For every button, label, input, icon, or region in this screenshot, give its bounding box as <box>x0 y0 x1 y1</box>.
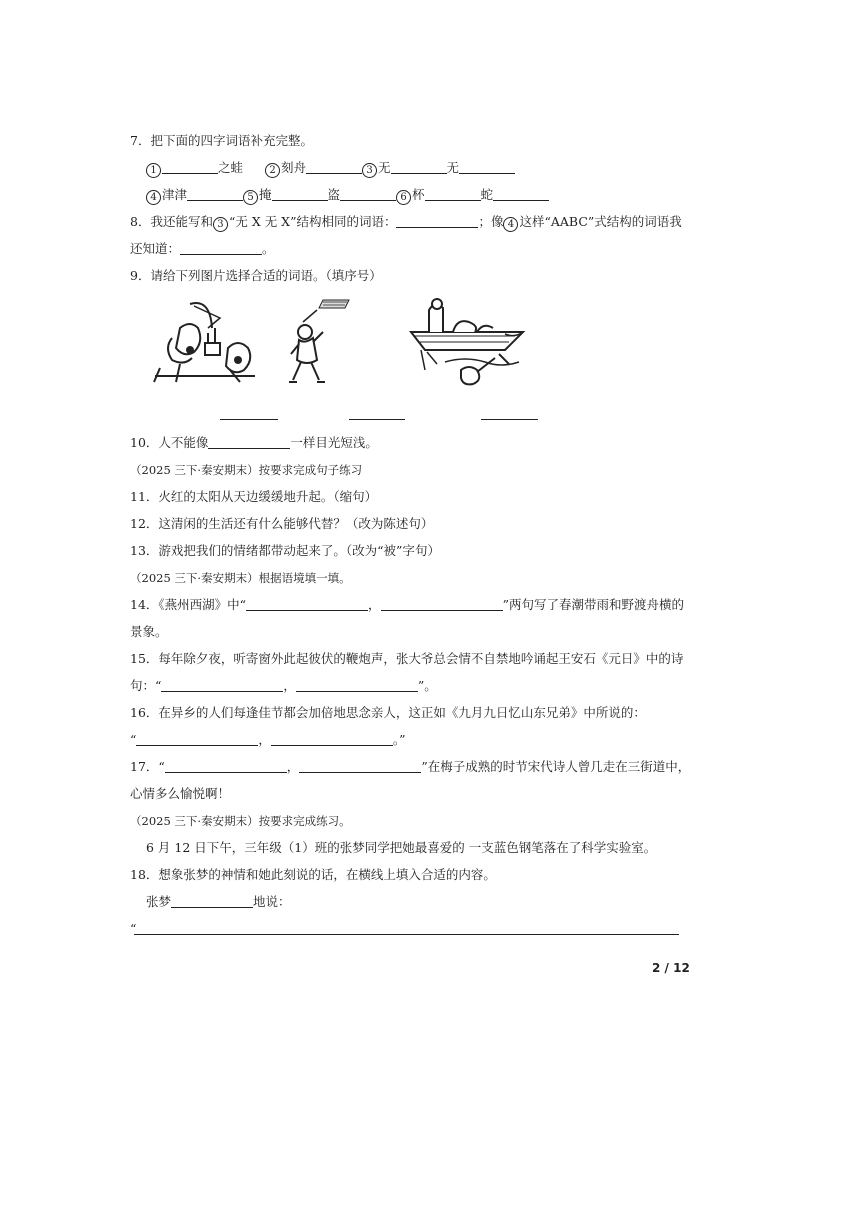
text: 8．我还能写和 <box>130 214 213 229</box>
q8-line2 <box>130 241 275 257</box>
blank[interactable] <box>299 759 421 773</box>
circle-number: 5 <box>243 190 258 205</box>
text: ， <box>368 597 381 612</box>
blank[interactable] <box>396 214 478 228</box>
text: ”两句写了春潮带雨和野渡舟横的 <box>502 597 684 612</box>
picture-archer-illustration <box>150 298 260 390</box>
circle-number: 3 <box>213 217 228 232</box>
source-note: （2025 三下·秦安期末）根据语境填一填。 <box>130 571 351 585</box>
answer-blank-picture-1[interactable] <box>220 419 278 420</box>
text: ， <box>283 678 296 693</box>
blank[interactable] <box>459 160 515 174</box>
text: 17．“ <box>130 759 165 774</box>
text: 杯 <box>412 187 425 202</box>
blank[interactable] <box>272 187 328 201</box>
source-note: （2025 三下·秦安期末）按要求完成练习。 <box>130 814 351 828</box>
text: “ <box>130 732 137 747</box>
q18-line <box>146 894 291 910</box>
blank[interactable] <box>425 187 481 201</box>
q7-row2 <box>146 187 549 205</box>
text: 刻舟 <box>281 160 307 175</box>
text: 。 <box>262 241 275 256</box>
blank[interactable] <box>187 187 243 201</box>
text: 张梦 <box>146 894 172 909</box>
picture-kite-boy-illustration <box>283 296 358 390</box>
text: ， <box>258 732 271 747</box>
circle-number: 4 <box>146 190 161 205</box>
q12: 12．这清闲的生活还有什么能够代替？（改为陈述句） <box>130 516 434 531</box>
blank[interactable] <box>246 597 368 611</box>
blank[interactable] <box>136 732 258 746</box>
circle-number: 4 <box>503 217 518 232</box>
blank[interactable] <box>180 241 262 255</box>
source-note: （2025 三下·秦安期末）按要求完成句子练习 <box>130 463 363 477</box>
blank[interactable] <box>296 678 418 692</box>
q17-line2: 心情多么愉悦啊！ <box>130 786 231 801</box>
q7-row1 <box>146 160 515 178</box>
page-number: 2 / 12 <box>652 961 690 975</box>
q13: 13．游戏把我们的情绪都带动起来了。（改为“被”字句） <box>130 543 440 558</box>
blank[interactable] <box>306 160 362 174</box>
blank[interactable] <box>165 759 287 773</box>
blank[interactable] <box>271 732 393 746</box>
text: 无 <box>378 160 391 175</box>
text: 掩 <box>259 187 272 202</box>
circle-number: 6 <box>396 190 411 205</box>
answer-blank-picture-3[interactable] <box>481 419 538 420</box>
text: 蛇 <box>480 187 494 202</box>
q15-line2 <box>130 678 437 694</box>
q8-line1 <box>130 214 682 232</box>
text: 。” <box>392 732 406 747</box>
q16-line2 <box>130 732 406 748</box>
text: 地说： <box>253 894 291 909</box>
text: 津津 <box>162 187 188 202</box>
text: 10．人不能像 <box>130 435 209 450</box>
text: 这样“AABC”式结构的词语我 <box>519 214 682 229</box>
text: 之蛙 <box>218 160 244 175</box>
blank[interactable] <box>381 597 503 611</box>
blank[interactable] <box>493 187 549 201</box>
picture-boat-sword-illustration <box>405 292 530 392</box>
text: 盗 <box>327 187 341 202</box>
blank[interactable] <box>162 160 218 174</box>
blank[interactable] <box>171 894 253 908</box>
text: ；像 <box>478 214 504 229</box>
text: 无 <box>446 160 460 175</box>
blank[interactable] <box>161 678 283 692</box>
text: ”。 <box>417 678 437 693</box>
circle-number: 1 <box>146 163 161 178</box>
text: 14．《燕州西湖》中“ <box>130 597 247 612</box>
q11: 11．火红的太阳从天边缓缓地升起。（缩句） <box>130 489 378 504</box>
text: 一样目光短浅。 <box>290 435 378 450</box>
blank[interactable] <box>208 435 290 449</box>
q14-line2: 景象。 <box>130 624 168 639</box>
passage: 6 月 12 日下午，三年级（1）班的张梦同学把她最喜爱的 一支蓝色钢笔落在了科学实验室。 <box>146 840 657 855</box>
q17-line1 <box>130 759 690 775</box>
text: 还知道： <box>130 241 181 256</box>
circle-number: 3 <box>362 163 377 178</box>
text: 句：“ <box>130 678 162 693</box>
text: “无 X 无 X”结构相同的词语： <box>228 214 397 229</box>
q14-line1 <box>130 597 684 613</box>
q18-quote-mark: “ <box>130 921 137 936</box>
q10 <box>130 435 378 451</box>
text: ， <box>286 759 300 774</box>
blank[interactable] <box>391 160 447 174</box>
q7-stem: 7．把下面的四字词语补充完整。 <box>130 133 313 148</box>
circle-number: 2 <box>265 163 280 178</box>
blank[interactable] <box>340 187 396 201</box>
q16-line1: 16．在异乡的人们每逢佳节都会加倍地思念亲人，这正如《九月九日忆山东兄弟》中所说的： <box>130 705 646 720</box>
q18-stem: 18．想象张梦的神情和她此刻说的话，在横线上填入合适的内容。 <box>130 867 496 882</box>
q15-line1: 15．每年除夕夜，听寄窗外此起彼伏的鞭炮声，张大爷总会情不自禁地吟诵起王安石《元日》中的诗 <box>130 651 684 666</box>
text: ”在梅子成熟的时节宋代诗人曾几走在三街道中， <box>421 759 691 774</box>
answer-blank-picture-2[interactable] <box>349 419 405 420</box>
q9-stem: 9．请给下列图片选择合适的词语。（填序号） <box>130 268 382 283</box>
answer-line[interactable] <box>134 934 679 935</box>
